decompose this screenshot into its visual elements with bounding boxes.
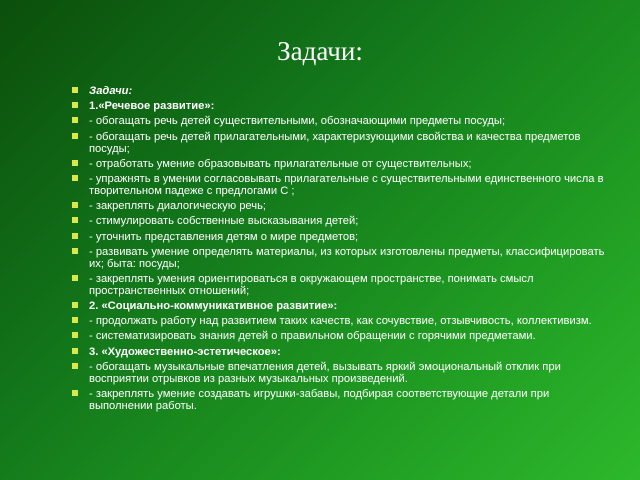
list-item <box>72 131 612 155</box>
list-item-text: 3. «Художественно-эстетическое»: <box>89 345 281 358</box>
list-item-text: - продолжать работу над развитием таких качеств, как сочувствие, отзывчивость, коллективизм. <box>89 315 592 328</box>
list-item <box>72 361 612 385</box>
list-item <box>72 158 612 170</box>
list-item-text: - обогащать музыкальные впечатления детей, вызывать яркий эмоциональный отклик при восприятии отрывков из разных музыкальных произведений. <box>89 360 561 385</box>
square-bullet-icon <box>72 302 78 308</box>
list-item <box>72 115 612 127</box>
list-item-text: 2. «Социально-коммуникативное развитие»: <box>89 300 338 313</box>
list-item-text: - отработать умение образовывать прилагательные от существительных; <box>89 157 472 170</box>
list-item <box>72 315 612 327</box>
list-item-text: - стимулировать собственные высказывания детей; <box>89 215 359 228</box>
list-item-text: - уточнить представления детям о мире предметов; <box>89 230 359 243</box>
square-bullet-icon <box>72 160 78 166</box>
list-item-text: - систематизировать знания детей о правильном обращении с горячими предметами. <box>89 330 536 343</box>
square-bullet-icon <box>72 102 78 108</box>
list-item <box>72 215 612 227</box>
list-item-text: - обогащать речь детей прилагательными, характеризующими свойства и качества предметов посуды; <box>89 130 581 155</box>
list-item-text: - закреплять диалогическую речь; <box>89 200 267 213</box>
slide-title: Задачи: <box>277 36 363 66</box>
list-item <box>72 100 612 112</box>
list-item-text: - развивать умение определять материалы, из которых изготовлены предметы, классифицировать их; быта: посуды; <box>89 245 605 270</box>
square-bullet-icon <box>72 348 78 354</box>
list-item <box>72 200 612 212</box>
square-bullet-icon <box>72 117 78 123</box>
list-item <box>72 388 612 412</box>
list-item-text: - закреплять умение создавать игрушки-забавы, подбирая соответствующие детали при выполнении работы. <box>89 388 550 412</box>
square-bullet-icon <box>72 317 78 323</box>
square-bullet-icon <box>72 175 78 181</box>
square-bullet-icon <box>72 248 78 254</box>
bullet-list <box>72 85 612 415</box>
list-item-text: Задачи: <box>89 85 133 97</box>
list-item <box>72 273 612 297</box>
list-item-text: - упражнять в умении согласовывать прилагательные с существительными единственного числа в творительном падеже с предлогами С ; <box>89 172 604 197</box>
square-bullet-icon <box>72 202 78 208</box>
list-item-text: - закреплять умения ориентироваться в окружающем пространстве, понимать смысл пространственных отношений; <box>89 272 534 297</box>
square-bullet-icon <box>72 233 78 239</box>
square-bullet-icon <box>72 332 78 338</box>
list-item <box>72 330 612 342</box>
square-bullet-icon <box>72 275 78 281</box>
square-bullet-icon <box>72 217 78 223</box>
list-item <box>72 246 612 270</box>
list-item <box>72 300 612 312</box>
list-item-text: - обогащать речь детей существительными, обозначающими предметы посуды; <box>89 115 506 128</box>
list-item <box>72 85 612 97</box>
square-bullet-icon <box>72 363 78 369</box>
list-item-text: 1.«Речевое развитие»: <box>89 100 215 113</box>
list-item <box>72 346 612 358</box>
list-item <box>72 231 612 243</box>
square-bullet-icon <box>72 87 78 93</box>
list-item <box>72 173 612 197</box>
square-bullet-icon <box>72 390 78 396</box>
square-bullet-icon <box>72 133 78 139</box>
